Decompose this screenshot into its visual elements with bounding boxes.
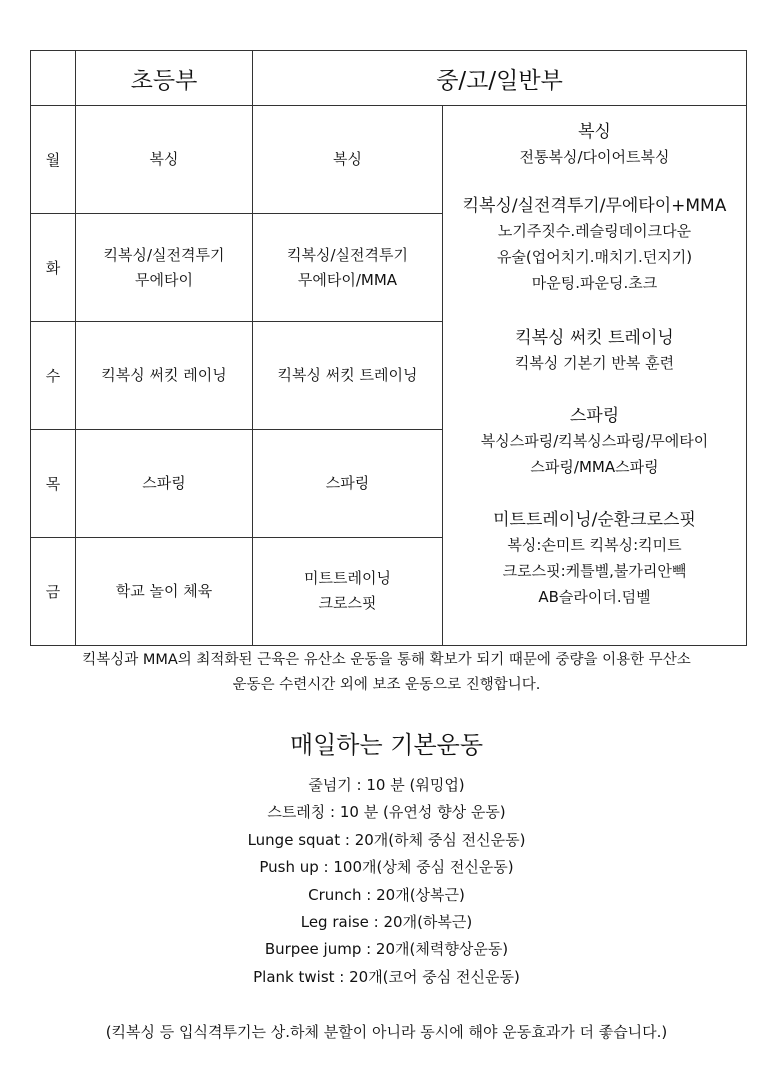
footer-note: (킥복싱 등 입식격투기는 상.하체 분할이 아니라 동시에 해야 운동효과가 더 좋습니다.) [105, 1023, 668, 1041]
list-item: 스트레칭 : 10 분 (유연성 향상 운동) [267, 803, 506, 822]
general-block-line: 마운팅.파운딩.초크 [531, 274, 658, 293]
day-cell: 화 [31, 214, 76, 322]
general-block-line: 크로스핏:케틀벨,불가리안빽 [502, 562, 687, 581]
aerobic-note [20, 648, 753, 698]
list-item: Crunch : 20개(상복근) [308, 885, 465, 904]
general-block-line: 킥복싱 기본기 반복 훈련 [514, 354, 675, 373]
cell-line: 무에타이/MMA [297, 270, 398, 289]
general-block-title: 복싱 [578, 122, 611, 143]
middle-cell [253, 322, 443, 430]
list-item: Leg raise : 20개(하복근) [300, 913, 473, 932]
basic-exercise-list [0, 772, 773, 991]
cell-line: 스파링 [142, 474, 186, 493]
general-block-title: 스파링 [569, 406, 620, 427]
cell-line: 미트트레이닝 [304, 569, 391, 588]
list-item: Lunge squat : 20개(하체 중심 전신운동) [247, 830, 526, 849]
list-item: 줄넘기 : 10 분 (워밍업) [308, 776, 465, 794]
day-cell: 수 [31, 322, 76, 430]
list-item: Burpee jump : 20개(체력향상운동) [264, 940, 509, 959]
middle-cell [253, 430, 443, 538]
elementary-cell [76, 537, 253, 645]
general-block-line: 유술(업어치기.매치기.던지기) [496, 248, 693, 267]
cell-line: 무에타이 [135, 270, 193, 289]
middle-cell [253, 537, 443, 645]
cell-line: 복싱 [333, 150, 362, 169]
table-row [31, 106, 747, 214]
elementary-cell [76, 214, 253, 322]
general-block [443, 508, 746, 610]
schedule-table [30, 50, 747, 646]
general-block-line: 복싱:손미트 킥복싱:킥미트 [507, 536, 682, 555]
cell-line: 크로스핏 [318, 594, 377, 613]
elementary-cell [76, 322, 253, 430]
cell-line: 킥복싱/실전격투기 [287, 245, 408, 264]
middle-cell [253, 214, 443, 322]
general-program-cell [443, 106, 747, 646]
note-line: 운동은 수련시간 외에 보조 운동으로 진행합니다. [232, 677, 541, 693]
general-block [443, 326, 746, 376]
table-header-row [31, 51, 747, 106]
middle-cell [253, 106, 443, 214]
cell-line: 복싱 [149, 150, 179, 169]
general-block-line: 복싱스파링/킥복싱스파링/무에타이 [480, 432, 709, 451]
day-cell: 금 [31, 537, 76, 645]
general-block [443, 404, 746, 480]
general-block-line: 스파링/MMA스파링 [530, 458, 659, 477]
cell-line: 학교 놀이 체육 [115, 581, 213, 600]
list-item: Push up : 100개(상체 중심 전신운동) [259, 858, 514, 877]
general-block-line: 전통복싱/다이어트복싱 [519, 148, 670, 167]
general-block [443, 194, 746, 296]
day-cell: 월 [31, 106, 76, 214]
general-block-line: AB슬라이더.덤벨 [538, 588, 651, 607]
cell-line: 스파링 [325, 474, 370, 493]
cell-line: 킥복싱 써킷 레이닝 [101, 366, 227, 385]
header-empty-cell [31, 51, 76, 106]
note-line: 킥복싱과 MMA의 최적화된 근육은 유산소 운동을 통해 확보가 되기 때문에 중량을 이용한 무산소 [82, 652, 691, 668]
general-block-line: 노기주짓수.레슬링데이크다운 [497, 222, 692, 241]
header-general: 중/고/일반부 [253, 51, 747, 106]
cell-line: 킥복싱 써킷 트레이닝 [277, 366, 418, 385]
basic-exercise-title: 매일하는 기본운동 [289, 731, 484, 759]
general-block-title: 킥복싱 써킷 트레이닝 [515, 328, 674, 349]
cell-line: 킥복싱/실전격투기 [103, 245, 225, 264]
elementary-cell [76, 106, 253, 214]
general-block [443, 120, 746, 170]
general-block-title: 미트트레이닝/순환크로스핏 [493, 510, 696, 531]
day-cell: 목 [31, 430, 76, 538]
list-item: Plank twist : 20개(코어 중심 전신운동) [253, 967, 520, 986]
header-elementary: 초등부 [76, 51, 253, 106]
elementary-cell [76, 430, 253, 538]
general-block-title: 킥복싱/실전격투기/무에타이+MMA [462, 196, 727, 217]
